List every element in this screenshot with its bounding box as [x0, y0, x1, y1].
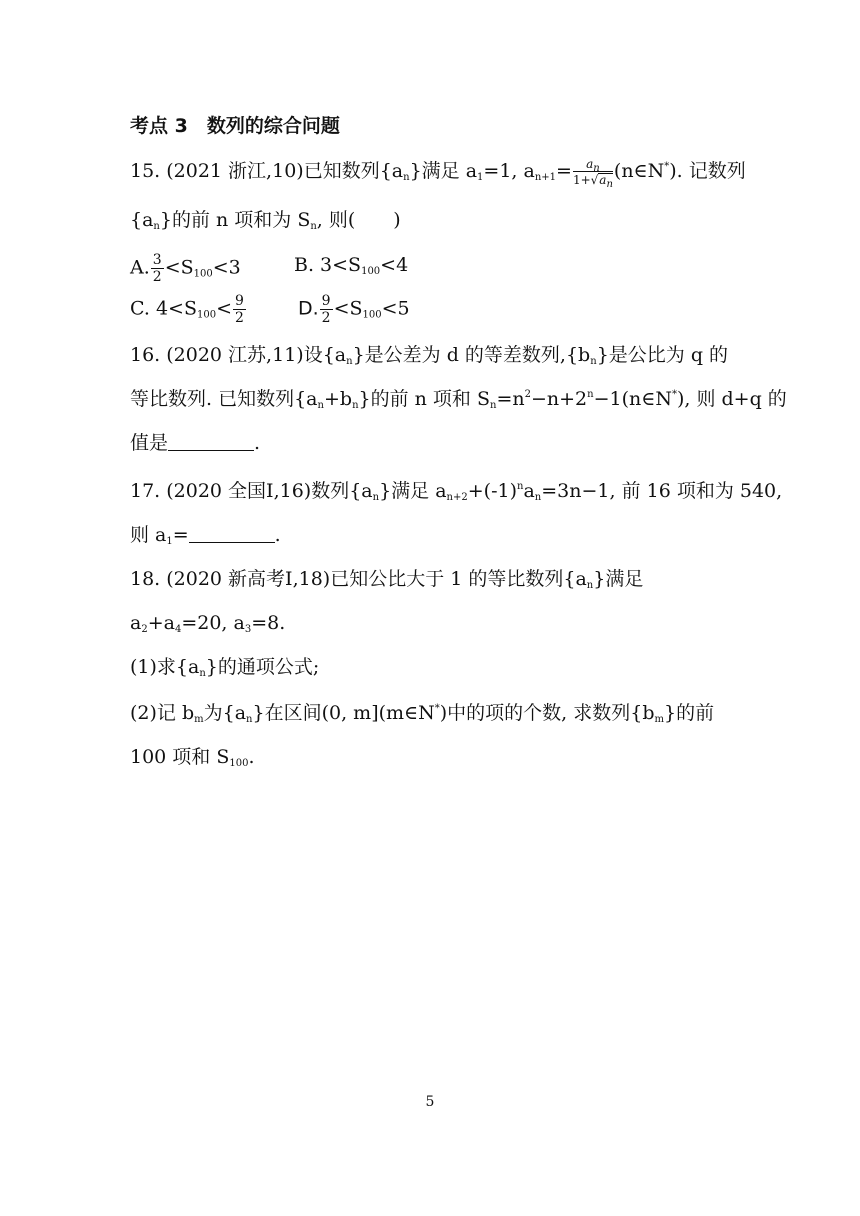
option-d: D. $\frac{9}{2}$ $<S_{100}<5$ — [298, 293, 410, 326]
answer-blank[interactable] — [168, 433, 254, 451]
question-16-line-3: 值是 . — [130, 432, 261, 454]
question-18-part-1: (1)求$\{a_n\}$的通项公式; — [130, 656, 320, 679]
question-17-line-2: 则 $a_1=$ . — [130, 524, 281, 547]
page-number: 5 — [425, 1094, 435, 1110]
question-16-line-2: 等比数列. 已知数列$\{a_n+b_n\}$的前 n 项和 $S_n=n^2-n+2^n-1(n\in N^*)$, 则 d+q 的 — [130, 388, 787, 411]
question-18-part-2-line-2: 100 项和 $S_{100}$. — [130, 746, 255, 769]
option-c: C. $4<S_{100}<$ $\frac{9}{2}$ — [130, 293, 244, 326]
question-18-line-1: 18. (2020 新高考Ⅰ,18)已知公比大于 1 的等比数列$\{a_n\}$满足 — [130, 568, 644, 591]
question-16-line-1: 16. (2020 江苏,11)设$\{a_n\}$是公差为 d 的等差数列$,\{b_n\}$是公比为 q 的 — [130, 344, 729, 367]
question-17-line-1: 17. (2020 全国Ⅰ,16)数列$\{a_n\}$满足 $a_{n+2}+(-1)^na_n=3n-1$, 前 16 项和为 540, — [130, 480, 783, 503]
question-15-line-2: $\{a_n\}$的前 n 项和为 $S_n$, 则( ) — [130, 209, 401, 232]
section-title: 考点 3 数列的综合问题 — [130, 115, 340, 137]
option-a: A. $\frac{3}{2}$ $<S_{100}<3$ — [130, 252, 241, 285]
question-15-line-1: 15. (2021 浙江,10)已知数列$\{a_n\}$满足 $a_1=1$, $a_{n+1}=$ $\frac{a_n}{1+√a_n}$ (n∈N*). 记数列 — [130, 157, 746, 190]
question-18-line-2: $a_2+a_4=20$, $a_3=8$. — [130, 612, 286, 635]
recurrence-fraction: $\frac{a_n}{1+√a_n}$ — [572, 157, 613, 190]
answer-blank[interactable] — [189, 525, 275, 543]
option-b: B. $3<S_{100}<4$ — [294, 254, 409, 277]
question-18-part-2-line-1: (2)记 $b_m$为$\{a_n\}$在区间(0, m](m∈N*)中的项的个数, 求数列$\{b_m\}$的前 — [130, 702, 715, 725]
